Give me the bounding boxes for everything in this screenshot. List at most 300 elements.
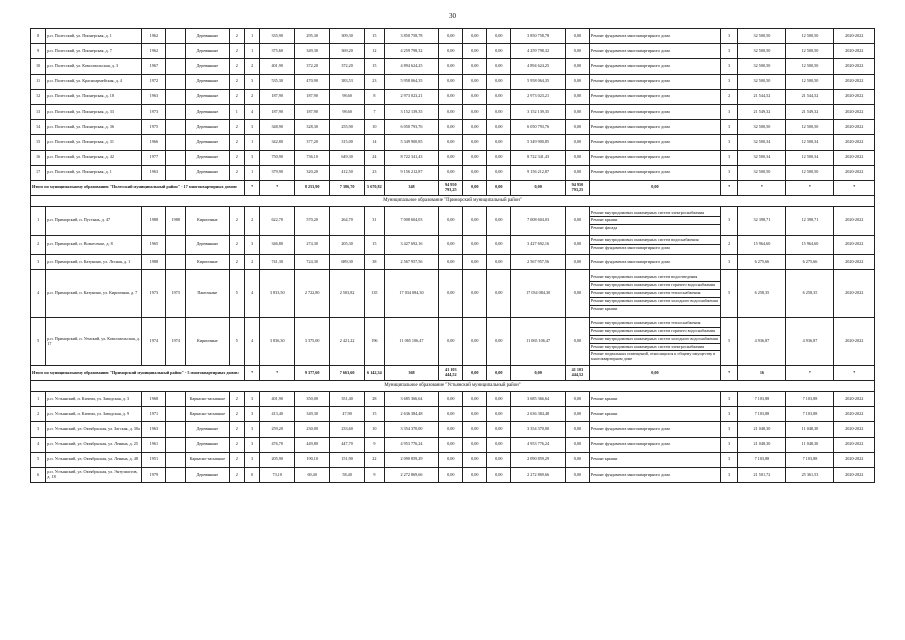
table-cell: 9: [365, 437, 385, 452]
table-cell: 1975: [142, 120, 166, 135]
table-cell: 1974: [142, 318, 166, 366]
table-cell: 2 272 869,66: [511, 467, 566, 482]
table-cell: 2: [229, 422, 244, 437]
table-cell: 7 386,70: [330, 180, 365, 195]
table-cell: 3: [720, 120, 737, 135]
table-cell: 4 894 624,25: [511, 59, 566, 74]
table-row: [31, 318, 875, 366]
table-cell: 5: [720, 318, 737, 366]
table-cell: 0,00: [439, 29, 463, 44]
work-type: Ремонт фундамента многоквартирного дома: [590, 93, 670, 99]
table-cell: 4: [244, 104, 259, 119]
table-row: [31, 422, 875, 437]
table-cell: 5 349 900,85: [511, 135, 566, 150]
table-cell: 1: [244, 44, 259, 59]
table-cell: 2020-2022: [834, 452, 875, 467]
table-cell: Деревянные: [186, 135, 230, 150]
table-cell: 2: [229, 254, 244, 269]
table-cell: 2: [229, 452, 244, 467]
table-cell: 0,00: [439, 422, 463, 437]
work-type: Ремонт внутридомовых инженерных систем теплоснабжения: [590, 290, 720, 298]
table-cell: 2 567 957,56: [511, 254, 566, 269]
address-cell: р.п. Устьянский, п. Кизема, ул. Заводская, д. 9: [46, 407, 142, 422]
work-type: Ремонт внутридомовых инженерных систем теплоснабжения: [590, 320, 720, 328]
table-cell: *: [786, 180, 834, 195]
table-cell: 1968: [142, 392, 166, 407]
table-cell: 0,00: [487, 59, 511, 74]
table-cell: 2: [229, 44, 244, 59]
table-cell: 0,00: [487, 104, 511, 119]
table-cell: 2020-2022: [834, 392, 875, 407]
table-cell: Деревянные: [186, 235, 230, 254]
table-cell: 17 034 084,30: [384, 270, 439, 318]
table-cell: 0,00: [463, 452, 487, 467]
table-cell: 1962: [142, 44, 166, 59]
table-cell: 349,30: [295, 44, 330, 59]
table-cell: 0: [244, 467, 259, 482]
table-cell: 2020-2022: [834, 270, 875, 318]
table-cell: 32 500,34: [738, 150, 786, 165]
table-cell: 94 950 793,25: [565, 180, 589, 195]
table-cell: 12 500,50: [786, 165, 834, 180]
table-cell: 5: [229, 318, 244, 366]
table-cell: 2 090 859,29: [511, 452, 566, 467]
table-cell: 741,30: [260, 254, 295, 269]
table-cell: 0,00: [487, 206, 511, 235]
table-cell: 4 259 798,32: [511, 44, 566, 59]
table-cell: 5: [720, 270, 737, 318]
table-cell: 0,00: [439, 135, 463, 150]
table-cell: 94 950 793,25: [439, 180, 463, 195]
table-cell: 233,60: [330, 422, 365, 437]
table-cell: 3: [720, 206, 737, 235]
table-cell: 3: [720, 59, 737, 74]
table-cell: 58,40: [330, 467, 365, 482]
table-row: [31, 452, 875, 467]
table-cell: 13: [31, 104, 46, 119]
table-cell: 21 048,30: [738, 437, 786, 452]
table-cell: [166, 104, 186, 119]
works-cell: [589, 44, 720, 59]
table-cell: 0,00: [463, 44, 487, 59]
table-cell: 0,00: [487, 29, 511, 44]
table-cell: 1963: [142, 422, 166, 437]
table-cell: 2 636 384,48: [511, 407, 566, 422]
table-cell: 0,00: [463, 437, 487, 452]
work-type: Ремонт фасада: [590, 225, 618, 231]
table-cell: 16: [31, 150, 46, 165]
table-cell: 9 377,60: [295, 366, 330, 381]
total-label: Итого по муниципальному образованию "Приморский муниципальный район" - 5 многоквартирных домов:: [31, 366, 245, 381]
table-cell: 0,00: [439, 59, 463, 74]
table-row: [31, 104, 875, 119]
table-cell: 1972: [142, 74, 166, 89]
work-type: Ремонт фундамента многоквартирного дома: [590, 32, 670, 38]
works-cell: [589, 254, 720, 269]
table-cell: 0,00: [487, 407, 511, 422]
table-cell: 6 275,66: [786, 254, 834, 269]
address-cell: р.п. Полесский, ул. Пионерская, д. 1: [46, 29, 142, 44]
address-cell: р.п. Приморский, п. Катунино, ул. Кирпичная, д. 7: [46, 270, 142, 318]
table-cell: 0,00: [565, 165, 589, 180]
table-cell: 3: [720, 452, 737, 467]
table-cell: [166, 29, 186, 44]
section-header-row: [31, 195, 875, 206]
table-cell: 5: [229, 270, 244, 318]
table-cell: 0,00: [565, 270, 589, 318]
table-cell: 2 722,80: [295, 270, 330, 318]
table-cell: [166, 392, 186, 407]
table-cell: [166, 74, 186, 89]
table-cell: 0,00: [463, 104, 487, 119]
works-cell: [589, 270, 720, 318]
table-cell: 15 964,60: [738, 235, 786, 254]
table-cell: 1977: [142, 150, 166, 165]
table-cell: 196: [365, 318, 385, 366]
table-cell: 0,00: [487, 89, 511, 104]
address-cell: р.п. Полесский, ул. Пионерская, д. 42: [46, 150, 142, 165]
table-cell: 2: [229, 235, 244, 254]
section-header-row: [31, 381, 875, 392]
table-cell: 3 354 370,00: [384, 422, 439, 437]
works-cell: [589, 452, 720, 467]
table-cell: 17 034 084,30: [511, 270, 566, 318]
table-cell: 12 500,34: [786, 150, 834, 165]
table-cell: 3 375,00: [295, 318, 330, 366]
table-cell: 2020-2022: [834, 44, 875, 59]
table-cell: 470,90: [295, 74, 330, 89]
table-cell: 342,80: [260, 135, 295, 150]
table-cell: 73,10: [260, 467, 295, 482]
table-cell: 5: [31, 452, 46, 467]
table-cell: 0,00: [439, 120, 463, 135]
table-cell: 0,00: [463, 407, 487, 422]
table-row: [31, 270, 875, 318]
table-cell: 3: [244, 235, 259, 254]
table-cell: 4 936,87: [786, 318, 834, 366]
table-cell: 21 048,30: [738, 422, 786, 437]
table-cell: 0,00: [463, 120, 487, 135]
table-cell: 2: [244, 206, 259, 235]
table-cell: 0,00: [565, 44, 589, 59]
address-cell: р.п. Полесский, ул. Комсомольская, д. 3: [46, 59, 142, 74]
table-cell: 187,90: [295, 89, 330, 104]
table-cell: 32 398,71: [738, 206, 786, 235]
table-cell: 3 685 366,64: [511, 392, 566, 407]
table-cell: 12 500,50: [786, 29, 834, 44]
table-cell: 8 253,90: [295, 180, 330, 195]
work-type: Ремонт фундамента многоквартирного дома: [590, 123, 670, 129]
table-cell: 0,00: [565, 29, 589, 44]
table-cell: 1973: [142, 104, 166, 119]
table-cell: 7 103,88: [786, 392, 834, 407]
table-cell: [166, 135, 186, 150]
table-cell: 2 567 957,56: [384, 254, 439, 269]
address-cell: р.п. Приморский, п. Вознесенье, д. 8: [46, 235, 142, 254]
table-cell: 9: [31, 44, 46, 59]
table-cell: 11: [31, 74, 46, 89]
table-cell: Деревянные: [186, 59, 230, 74]
table-cell: 2020-2022: [834, 235, 875, 254]
table-cell: [166, 437, 186, 452]
works-cell: [589, 150, 720, 165]
table-cell: 0,00: [487, 180, 511, 195]
table-cell: 0,00: [487, 318, 511, 366]
address-cell: р.п. Устьянский, ул. Октябрьская, ул. Загская, д. 30а: [46, 422, 142, 437]
table-cell: 2020-2022: [834, 150, 875, 165]
table-cell: 32 500,34: [738, 135, 786, 150]
table-cell: Деревянные: [186, 437, 230, 452]
works-cell: [589, 407, 720, 422]
table-cell: 0,00: [439, 206, 463, 235]
table-cell: 32 500,50: [738, 29, 786, 44]
table-cell: 377,20: [295, 135, 330, 150]
table-cell: 1: [31, 392, 46, 407]
table-cell: Деревянные: [186, 74, 230, 89]
table-cell: Деревянные: [186, 89, 230, 104]
address-cell: р.п. Приморский, п. Пустынь, д. 47: [46, 206, 142, 235]
table-cell: 1: [229, 104, 244, 119]
table-cell: 3: [31, 422, 46, 437]
table-cell: 3: [31, 254, 46, 269]
address-cell: р.п. Полесский, ул. Пионерская, д. 7: [46, 44, 142, 59]
table-cell: 205,90: [260, 452, 295, 467]
table-cell: 0,00: [487, 44, 511, 59]
address-cell: р.п. Полесский, ул. Пионерская, д. 33: [46, 104, 142, 119]
table-cell: 3 152 139,35: [384, 104, 439, 119]
work-type: Ремонт внутридомовых инженерных систем водоснабжения: [590, 237, 720, 245]
table-cell: 8 722 341,43: [511, 150, 566, 165]
work-type: Ремонт фундамента многоквартирного дома: [590, 245, 670, 251]
table-cell: 135: [365, 270, 385, 318]
table-cell: *: [834, 366, 875, 381]
table-cell: 6: [31, 467, 46, 482]
address-cell: р.п. Устьянский, ул. Октябрьская, ул. Ленина, д. 48: [46, 452, 142, 467]
table-cell: 295,30: [295, 29, 330, 44]
table-cell: 570,20: [295, 206, 330, 235]
table-cell: 21 501,72: [738, 467, 786, 482]
table-cell: 2: [244, 89, 259, 104]
table-cell: 0,00: [487, 422, 511, 437]
table-cell: 0,00: [589, 366, 720, 381]
table-cell: 3 152 139,35: [511, 104, 566, 119]
table-cell: *: [720, 180, 737, 195]
table-cell: 0,00: [565, 422, 589, 437]
table-cell: 205,30: [330, 235, 365, 254]
table-cell: 622,70: [260, 206, 295, 235]
table-cell: 1963: [142, 165, 166, 180]
table-cell: 255,90: [330, 120, 365, 135]
table-cell: 0,00: [439, 44, 463, 59]
table-cell: 350,00: [295, 392, 330, 407]
table-cell: 15: [31, 135, 46, 150]
works-cell: [589, 467, 720, 482]
table-cell: 3: [720, 104, 737, 119]
table-cell: 3: [720, 135, 737, 150]
address-cell: р.п. Полесский, ул. Пионерская, д. 1: [46, 165, 142, 180]
table-cell: 0,00: [439, 104, 463, 119]
table-cell: 0,00: [565, 59, 589, 74]
table-cell: 2: [31, 407, 46, 422]
table-cell: 2020-2022: [834, 318, 875, 366]
table-cell: [166, 120, 186, 135]
table-cell: 38: [365, 254, 385, 269]
table-cell: 2020-2022: [834, 467, 875, 482]
table-cell: 2: [229, 392, 244, 407]
table-cell: 3: [244, 74, 259, 89]
work-type: Ремонт фундамента многоквартирного дома: [590, 108, 670, 114]
table-row: [31, 89, 875, 104]
table-cell: 0,00: [565, 206, 589, 235]
table-cell: 3 354 370,00: [511, 422, 566, 437]
table-cell: 351,40: [330, 392, 365, 407]
table-cell: 0,00: [589, 180, 720, 195]
table-cell: 0,00: [487, 392, 511, 407]
table-cell: 0,00: [487, 165, 511, 180]
table-cell: 1974: [166, 318, 186, 366]
table-cell: 6 275,66: [738, 254, 786, 269]
table-cell: 0,00: [565, 452, 589, 467]
table-cell: 383,53: [330, 74, 365, 89]
table-cell: 2 421,22: [330, 318, 365, 366]
table-cell: 3: [244, 422, 259, 437]
address-cell: р.п. Полесский, ул. Красноармейская, д. 4: [46, 74, 142, 89]
works-cell: [589, 437, 720, 452]
table-cell: Деревянные: [186, 120, 230, 135]
total-row: [31, 366, 875, 381]
work-type: Ремонт фундамента многоквартирного дома: [590, 471, 670, 477]
table-cell: 1971: [142, 407, 166, 422]
table-cell: 1961: [142, 437, 166, 452]
table-cell: *: [738, 180, 786, 195]
table-cell: 15: [365, 29, 385, 44]
table-cell: 23: [365, 165, 385, 180]
table-cell: 3 833,50: [260, 270, 295, 318]
table-row: [31, 74, 875, 89]
table-cell: 0,00: [565, 254, 589, 269]
table-cell: [166, 165, 186, 180]
table-cell: 4 936,87: [738, 318, 786, 366]
table-cell: 32 500,50: [738, 44, 786, 59]
table-cell: 0,00: [439, 89, 463, 104]
table-cell: 2: [229, 467, 244, 482]
table-cell: 0,00: [565, 407, 589, 422]
table-cell: 0,00: [463, 180, 487, 195]
table-cell: 0,00: [463, 254, 487, 269]
table-cell: 0,00: [439, 270, 463, 318]
table-cell: 0,00: [487, 452, 511, 467]
work-type: Ремонт внутридомовых инженерных систем электроснабжения: [590, 344, 720, 352]
address-cell: р.п. Устьянский, п. Кизема, ул. Заводская, д. 3: [46, 392, 142, 407]
table-cell: 4 259 798,32: [384, 44, 439, 59]
table-cell: 2: [229, 59, 244, 74]
work-type: Ремонт внутридомовых инженерных систем холодного водоснабжения: [590, 298, 720, 306]
table-cell: 187,90: [260, 104, 295, 119]
table-cell: [166, 452, 186, 467]
table-cell: Деревянные: [186, 29, 230, 44]
table-cell: 0,00: [439, 452, 463, 467]
table-cell: 2020-2022: [834, 206, 875, 235]
table-cell: 0,00: [565, 235, 589, 254]
table-cell: 11 048,30: [786, 437, 834, 452]
table-cell: 0,00: [439, 392, 463, 407]
table-cell: 69,40: [295, 467, 330, 482]
table-cell: 2020-2022: [834, 29, 875, 44]
table-cell: Деревянные: [186, 422, 230, 437]
table-cell: 11 065 106,47: [511, 318, 566, 366]
table-cell: 2: [31, 235, 46, 254]
table-row: [31, 120, 875, 135]
table-cell: 47,90: [330, 407, 365, 422]
table-cell: 11 048,30: [786, 422, 834, 437]
table-cell: 0,00: [463, 29, 487, 44]
table-cell: 3: [244, 120, 259, 135]
table-cell: [166, 467, 186, 482]
table-cell: 309,30: [330, 29, 365, 44]
table-row: [31, 29, 875, 44]
table-cell: 2 090 859,29: [384, 452, 439, 467]
work-type: Ремонт подвальных помещений, относящихся к общему имуществу в многоквартирном доме: [590, 351, 716, 362]
table-cell: 320,20: [295, 165, 330, 180]
table-cell: 0,00: [463, 165, 487, 180]
table-cell: 1951: [142, 452, 166, 467]
table-cell: 8: [31, 29, 46, 44]
table-cell: 7 103,88: [738, 407, 786, 422]
table-cell: 2 272 869,66: [384, 467, 439, 482]
work-type: Ремонт фундамента многоквартирного дома: [590, 154, 670, 160]
table-cell: 41 103 444,52: [565, 366, 589, 381]
table-row: [31, 235, 875, 254]
work-type: Ремонт крыши: [590, 456, 618, 462]
table-cell: 0,00: [463, 206, 487, 235]
table-cell: 32 500,50: [738, 74, 786, 89]
table-cell: 3: [720, 437, 737, 452]
table-cell: 4: [31, 437, 46, 452]
table-cell: 2: [229, 74, 244, 89]
table-cell: 259,20: [260, 422, 295, 437]
total-label: Итого по муниципальному образованию "Полесский муниципальный район" - 17 многоквартирных домов:: [31, 180, 245, 195]
table-cell: 0,00: [511, 180, 566, 195]
work-type: Ремонт фундамента многоквартирного дома: [590, 78, 670, 84]
table-cell: 0,00: [487, 135, 511, 150]
table-cell: 0,00: [487, 437, 511, 452]
table-cell: 12: [31, 89, 46, 104]
table-cell: 3 685 366,64: [384, 392, 439, 407]
table-cell: [166, 254, 186, 269]
table-cell: 0,00: [511, 366, 566, 381]
table-cell: 0,00: [565, 89, 589, 104]
table-cell: 2: [229, 135, 244, 150]
section-title: Муниципальное образование "Приморский муниципальный район": [31, 195, 875, 206]
table-cell: 10: [31, 59, 46, 74]
table-cell: 0,00: [463, 366, 487, 381]
table-cell: 2: [229, 407, 244, 422]
table-cell: 0,00: [487, 150, 511, 165]
table-cell: 1966: [142, 135, 166, 150]
table-cell: 0,00: [487, 74, 511, 89]
table-cell: 0,00: [487, 235, 511, 254]
table-cell: 2: [720, 89, 737, 104]
table-cell: 736,10: [295, 150, 330, 165]
table-cell: 0,00: [463, 150, 487, 165]
table-cell: 187,90: [295, 104, 330, 119]
table-cell: Кирпичные: [186, 206, 230, 235]
table-cell: 21 549,32: [738, 104, 786, 119]
table-cell: 1988: [142, 206, 166, 235]
total-row: [31, 180, 875, 195]
work-type: Ремонт крыши: [590, 305, 618, 311]
table-cell: 7 103,88: [738, 452, 786, 467]
